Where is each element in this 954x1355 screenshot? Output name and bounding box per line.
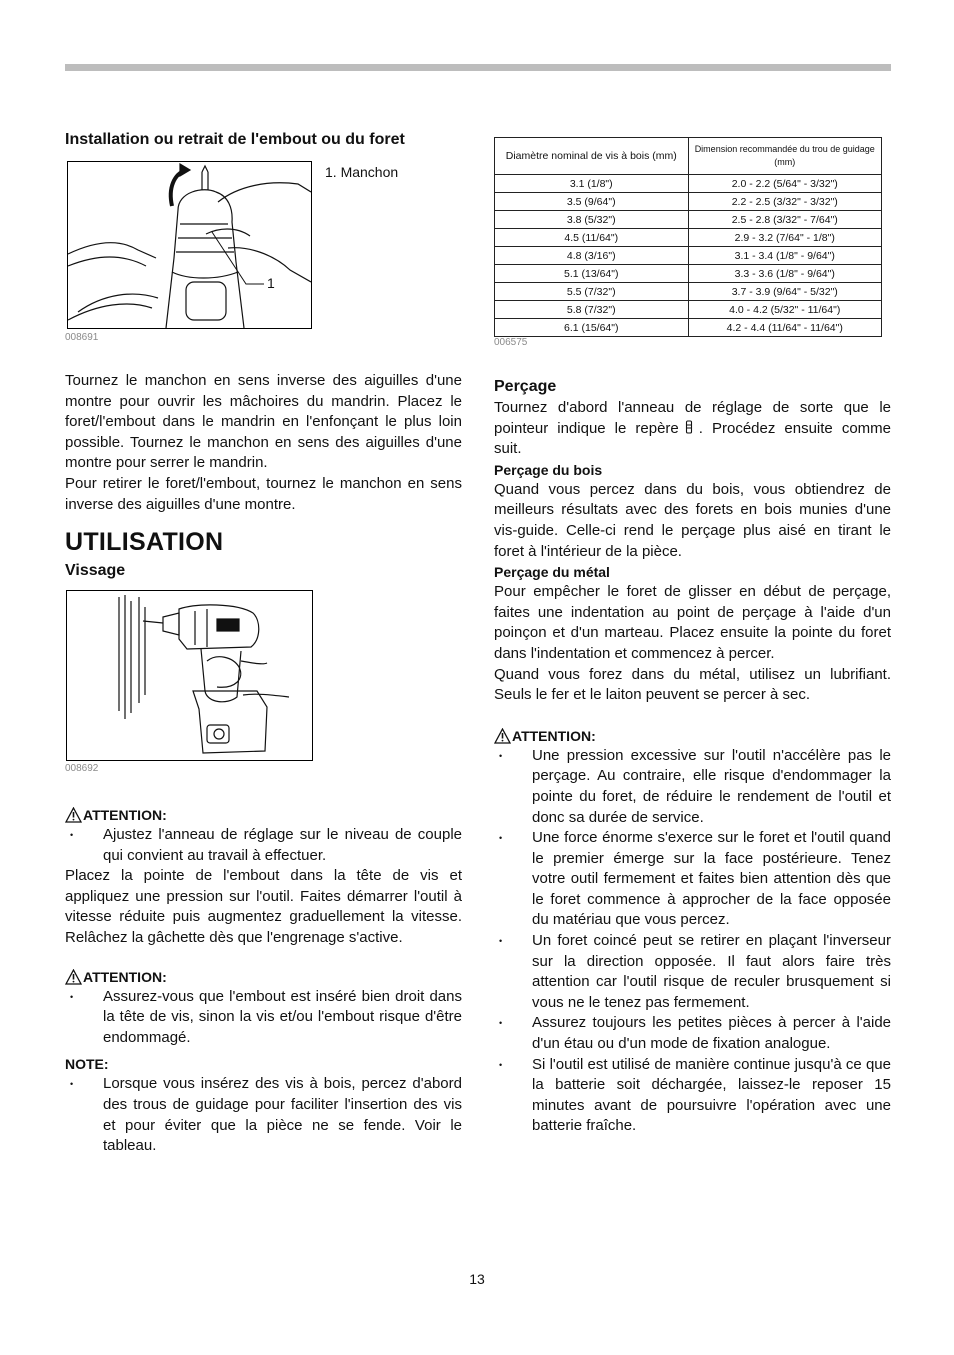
drill-mode-icon <box>683 420 695 434</box>
warning-icon <box>65 969 82 985</box>
attention-list-1 <box>65 825 462 866</box>
table-cell: 4.5 (11/64") <box>495 229 689 247</box>
paragraph-metal-2: Quand vous forez dans du métal, utilisez un lubrifiant. Seuls le fer et le laiton peuvent se percer à sec. <box>494 665 891 704</box>
figure-code-1: 008691 <box>65 332 99 343</box>
table-cell: 2.0 - 2.2 (5/64" - 3/32") <box>688 175 882 193</box>
percage-text <box>494 398 891 1137</box>
list-item: • Assurez toujours les petites pièces à percer à l'aide d'un étau ou d'un mode de fixation analogue. <box>494 1013 891 1054</box>
table-cell: 3.1 - 3.4 (1/8" - 9/64") <box>688 247 882 265</box>
section-title-percage: Perçage <box>494 378 557 395</box>
table-row <box>495 283 882 301</box>
figure-code-2: 008692 <box>65 763 99 774</box>
table-header-diameter: Diamètre nominal de vis à bois (mm) <box>495 138 689 175</box>
table-row <box>495 301 882 319</box>
table-cell: 3.7 - 3.9 (9/64" - 5/32") <box>688 283 882 301</box>
attention-label-2: ATTENTION: <box>83 968 167 985</box>
paragraph-metal-1: Pour empêcher le foret de glisser en début de perçage, faites une indentation au point de perçage à l'aide d'un poinçon et d'un marteau. Placez ensuite la pointe du foret dans l'indentation et commencez à percer. <box>494 583 891 662</box>
screwdriving-illustration <box>67 591 312 760</box>
percage-intro-end: . Procédez ensuite comme suit. <box>494 419 891 458</box>
attention-label-1: ATTENTION: <box>83 807 167 823</box>
table-cell: 4.0 - 4.2 (5/32" - 11/64") <box>688 301 882 319</box>
table-cell: 3.5 (9/64") <box>495 193 689 211</box>
table-row <box>495 175 882 193</box>
figure-legend-manchon: 1. Manchon <box>325 164 399 180</box>
note-list <box>65 1074 462 1156</box>
list-item: • Une pression excessive sur l'outil n'accélère pas le perçage. Au contraire, elle risque d'endommager la pointe du foret, de réduire le rendement de l'outil et donc sa durée de service. <box>494 746 891 828</box>
table-cell: 2.9 - 3.2 (7/64" - 1/8") <box>688 229 882 247</box>
figure-chuck-sleeve <box>67 161 312 329</box>
attention-list-2 <box>65 987 462 1049</box>
table-cell: 6.1 (15/64") <box>495 319 689 337</box>
paragraph-install: Tournez le manchon en sens inverse des aiguilles d'une montre pour ouvrir les mâchoires du mandrin. Placez le foret/l'embout dans le mandrin en l'enfonçant le plus loin possible. Tournez le manchon en sens des aiguilles d'une montre pour serrer le mandrin. <box>65 372 462 472</box>
table-cell: 3.1 (1/8") <box>495 175 689 193</box>
warning-icon <box>65 807 82 823</box>
table-row <box>495 265 882 283</box>
percage-intro-start: Tournez d'abord l'anneau de réglage de sorte que le pointeur indique le repère <box>494 399 891 437</box>
paragraph-bois: Quand vous percez dans du bois, vous obtiendrez de meilleurs résultats avec des forets en bois munies d'une vis-guide. Celle-ci rend le perçage plus aisé en tirant le foret à l'intérieur de la pièce. <box>494 480 891 560</box>
list-item: • Un foret coincé peut se retirer en plaçant l'inverseur sur la direction opposée. Il faut alors faire très attention car l'outil risque de reculer brusquement si vous ne le tenez pas fermement. <box>494 931 891 1013</box>
table-cell: 3.8 (5/32") <box>495 211 689 229</box>
list-item: • Lorsque vous insérez des vis à bois, percez d'abord des trous de guidage pour faciliter l'insertion des vis et pour éviter que la pièce ne se fende. Voir le tableau. <box>65 1074 462 1156</box>
table-cell: 5.5 (7/32") <box>495 283 689 301</box>
warning-icon <box>494 728 511 744</box>
table-row <box>495 247 882 265</box>
subtitle-metal: Perçage du métal <box>494 564 610 581</box>
paragraph-remove: Pour retirer le foret/l'embout, tournez le manchon en sens inverse des aiguilles d'une montre. <box>65 474 462 513</box>
table-row <box>495 229 882 247</box>
header-rule <box>65 64 891 71</box>
installation-text <box>65 371 462 515</box>
table-cell: 2.2 - 2.5 (3/32" - 3/32") <box>688 193 882 211</box>
subtitle-bois: Perçage du bois <box>494 461 603 478</box>
attention-1 <box>65 805 462 825</box>
table-row <box>495 211 882 229</box>
table-header-row <box>495 138 882 175</box>
drill-chuck-illustration <box>68 162 311 328</box>
table-cell: 2.5 - 2.8 (3/32" - 7/64") <box>688 211 882 229</box>
section-title-vissage: Vissage <box>65 562 126 579</box>
section-title-installation: Installation ou retrait de l'embout ou du foret <box>65 131 405 148</box>
attention-2 <box>65 967 462 987</box>
table-header-pilot-hole: Dimension recommandée du trou de guidage (mm) <box>688 138 882 175</box>
table-row <box>495 193 882 211</box>
vissage-text <box>65 805 462 1157</box>
table-cell: 5.1 (13/64") <box>495 265 689 283</box>
table-row <box>495 319 882 337</box>
pilot-hole-table <box>494 137 882 337</box>
figure-screwdriving <box>66 590 313 761</box>
list-item: • Une force énorme s'exerce sur le foret et l'outil quand le premier émerge sur la face postérieure. Tenez votre outil fermement et faites bien attention dès que le foret commence à approcher de la face opposée du matériau que vous percez. <box>494 828 891 931</box>
table-code: 006575 <box>494 337 528 348</box>
list-item: • Assurez-vous que l'embout est inséré bien droit dans la tête de vis, sinon la vis et/ou l'embout risque d'être endommagé. <box>65 987 462 1049</box>
note-label: NOTE: <box>65 1056 109 1073</box>
figure-callout-number: 1 <box>267 275 275 291</box>
utilisation-heading: UTILISATION <box>65 528 224 556</box>
list-item: • Si l'outil est utilisé de manière continue jusqu'à ce que la batterie soit déchargée, laissez-le reposer 15 minutes avant de poursuivre l'opération avec une batterie fraîche. <box>494 1055 891 1137</box>
attention-label-3: ATTENTION: <box>512 727 596 744</box>
table-cell: 3.3 - 3.6 (1/8" - 9/64") <box>688 265 882 283</box>
attention-list-3 <box>494 746 891 1137</box>
paragraph-percage-intro <box>494 398 891 460</box>
table-cell: 4.2 - 4.4 (11/64" - 11/64") <box>688 319 882 337</box>
table-cell: 5.8 (7/32") <box>495 301 689 319</box>
table-cell: 4.8 (3/16") <box>495 247 689 265</box>
paragraph-vissage: Placez la pointe de l'embout dans la tête de vis et appliquez une pression sur l'outil. Faites démarrer l'outil à vitesse réduite puis augmentez graduellement la vitesse. Relâchez la gâchette dès que l'engrenage s'active. <box>65 867 462 946</box>
list-item: • Ajustez l'anneau de réglage sur le niveau de couple qui convient au travail à effectuer. <box>65 825 462 866</box>
attention-3 <box>494 726 891 746</box>
page-number: 13 <box>469 1271 485 1287</box>
